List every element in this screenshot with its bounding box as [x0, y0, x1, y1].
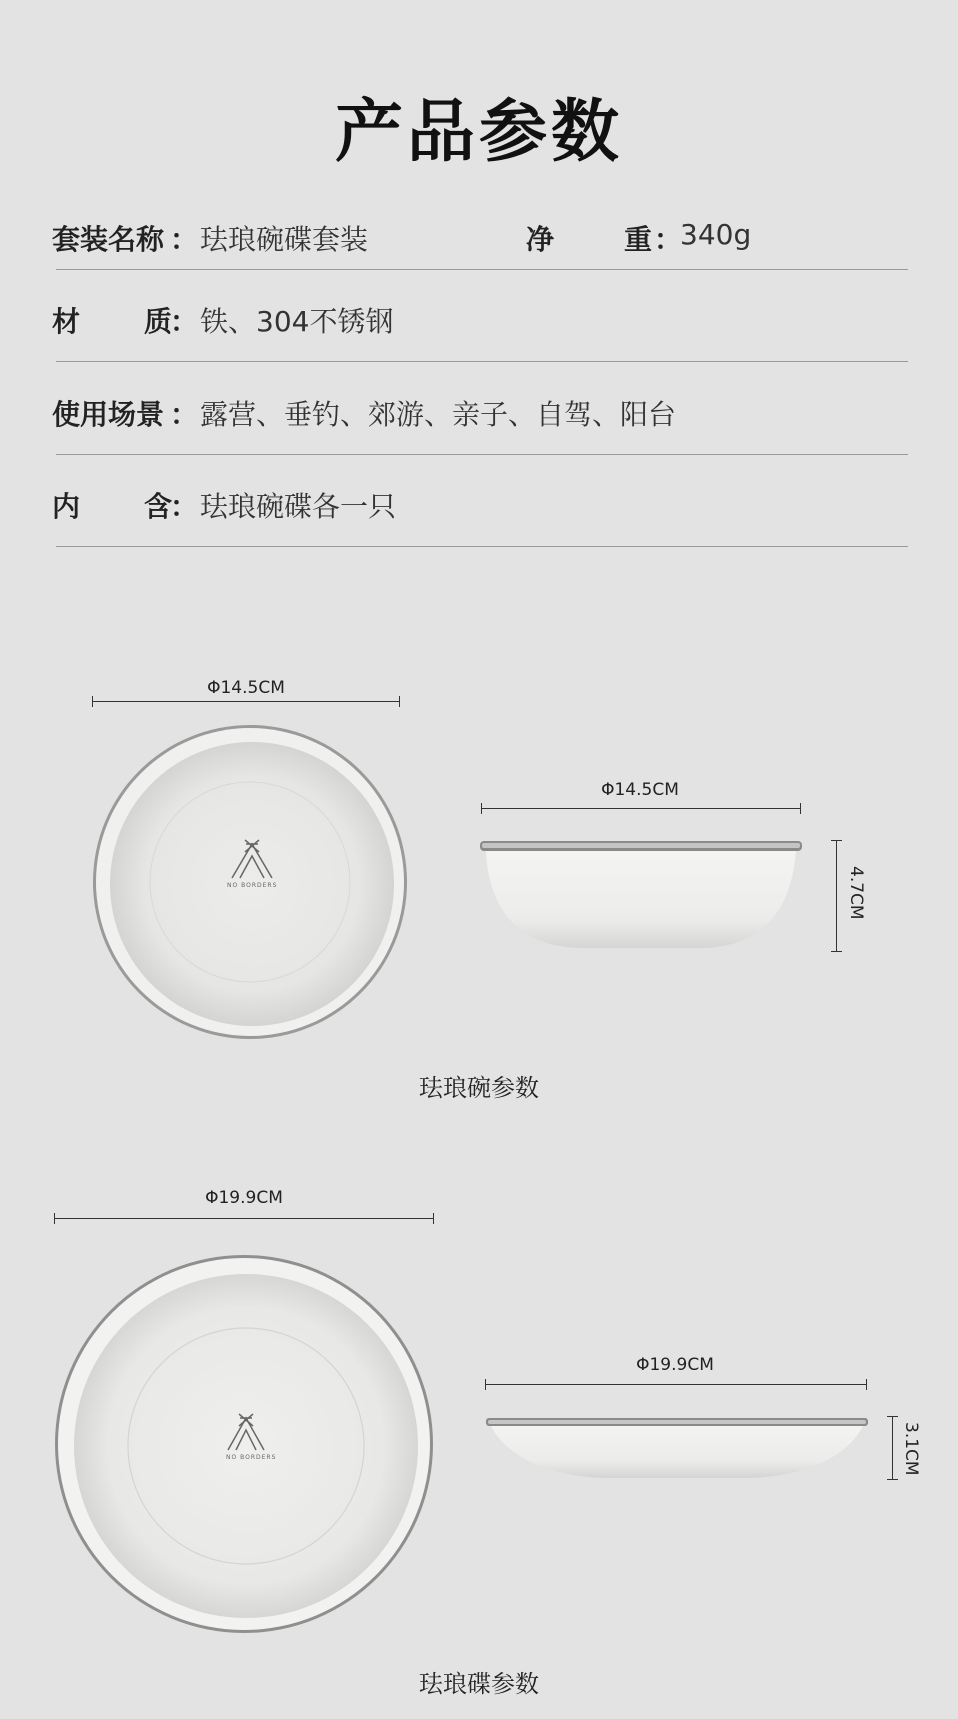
set-name-value: 珐琅碗碟套装 — [200, 223, 369, 256]
contents-label-a: 内 — [52, 490, 81, 523]
bowl-logo-text: NO BORDERS — [227, 882, 278, 889]
weight-label-b: 重 — [624, 223, 653, 256]
plate-top-view — [54, 1254, 438, 1638]
weight-colon: ： — [654, 223, 683, 256]
scenes-label: 使用场景 — [52, 398, 165, 431]
divider — [56, 361, 908, 362]
weight-value: 340g — [680, 218, 752, 251]
spec-row-scenes — [52, 393, 908, 433]
contents-value: 珐琅碗碟各一只 — [200, 490, 397, 523]
set-name-label: 套装名称 — [52, 223, 165, 256]
bowl-side-view — [478, 838, 804, 953]
divider — [56, 269, 908, 270]
plate-top-diameter-label: Φ19.9CM — [205, 1188, 283, 1208]
material-value: 铁、304不锈钢 — [200, 305, 394, 338]
contents-label-b: 含 — [144, 490, 173, 523]
spec-row-material — [52, 300, 908, 340]
plate-logo-text: NO BORDERS — [226, 1454, 277, 1461]
weight-label-a: 净 — [526, 223, 555, 256]
plate-top-dimension-line — [54, 1218, 434, 1219]
set-name-colon: ： — [170, 223, 199, 256]
plate-side-dimension-line — [485, 1384, 867, 1385]
bowl-caption: 珐琅碗参数 — [419, 1074, 539, 1102]
scenes-colon: ： — [170, 398, 199, 431]
spec-row-contents — [52, 485, 908, 525]
divider — [56, 454, 908, 455]
page-title: 产品参数 — [334, 93, 623, 172]
material-label-b: 质 — [144, 305, 173, 338]
bowl-side-dimension-line — [481, 808, 801, 809]
material-colon: ： — [170, 305, 199, 338]
plate-height-dimension-line — [892, 1416, 893, 1480]
bowl-height-label: 4.7CM — [846, 866, 866, 920]
bowl-top-diameter-label: Φ14.5CM — [207, 678, 285, 698]
bowl-height-dimension-line — [836, 840, 837, 952]
bowl-top-dimension-line — [92, 701, 400, 702]
scenes-value: 露营、垂钓、郊游、亲子、自驾、阳台 — [200, 398, 677, 431]
plate-side-view — [484, 1414, 870, 1484]
plate-caption: 珐琅碟参数 — [419, 1670, 539, 1698]
contents-colon: ： — [170, 490, 199, 523]
spec-row-set-name — [52, 218, 908, 258]
bowl-side-diameter-label: Φ14.5CM — [601, 780, 679, 800]
plate-height-label: 3.1CM — [901, 1422, 921, 1476]
plate-side-diameter-label: Φ19.9CM — [636, 1355, 714, 1375]
divider — [56, 546, 908, 547]
material-label-a: 材 — [52, 305, 81, 338]
